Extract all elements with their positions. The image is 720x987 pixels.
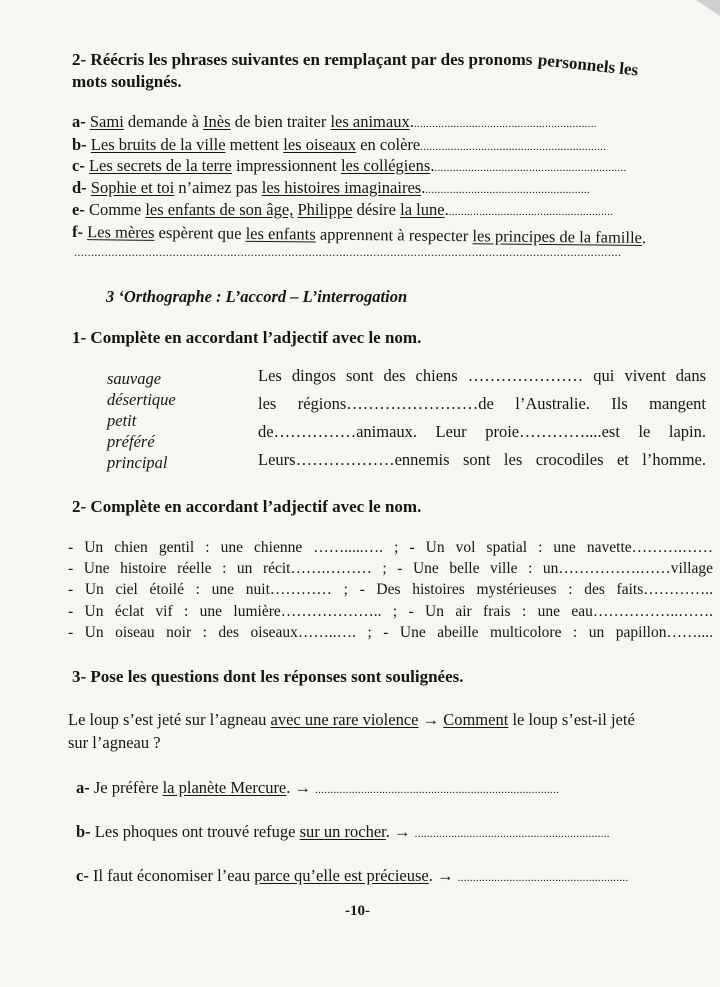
item-text: .: [421, 178, 426, 197]
ex2-item: [72, 135, 606, 155]
q1-title: 1- Complète en accordant l’adjectif avec le nom.: [72, 328, 422, 347]
ex2-item: [72, 178, 590, 198]
item-letter: b-: [76, 822, 95, 841]
q1-adjective: désertique: [107, 390, 176, 409]
q1-adjective: petit: [107, 411, 137, 430]
q3-example-answer: avec une rare violence: [270, 710, 419, 729]
underlined-phrase: les enfants: [245, 223, 316, 244]
ex2-title-line1: [72, 50, 639, 80]
item-text: Comme: [88, 200, 146, 219]
q1-paragraph: [258, 362, 706, 474]
item-text: Je préfère: [93, 778, 163, 797]
q1-adjective: sauvage: [107, 369, 162, 388]
item-text: de bien traiter: [230, 112, 331, 131]
q3-title: 3- Pose les questions dont les réponses sont soulignées.: [72, 667, 464, 686]
underlined-phrase: les enfants de son âge,: [145, 200, 294, 219]
q3-example-text: Le loup s’est jeté sur l’agneau: [68, 710, 271, 729]
underlined-phrase: Les secrets de la terre: [88, 156, 232, 175]
q3-example-line2: sur l’agneau ?: [68, 733, 161, 752]
item-letter: b-: [72, 135, 91, 154]
item-text: n’aimez pas: [174, 178, 262, 197]
q3-item: [76, 822, 610, 842]
underlined-phrase: les collégiens: [340, 156, 431, 175]
q1-adjective: principal: [107, 453, 168, 472]
item-text: .: [444, 200, 449, 219]
underlined-answer: parce qu’elle est précieuse: [254, 866, 429, 885]
item-text: .: [409, 112, 414, 131]
item-letter: c-: [76, 866, 93, 885]
underlined-phrase: les histoires imaginaires: [261, 178, 422, 197]
item-text: .: [430, 156, 435, 175]
item-text: désire: [352, 200, 401, 219]
q1-adjective-list: [107, 368, 176, 473]
q2-title: 2- Complète en accordant l’adjectif avec le nom.: [72, 497, 422, 516]
item-text: mettent: [225, 135, 284, 154]
answer-dots[interactable]: ............................................................: [413, 118, 597, 130]
arrow-icon: →: [418, 710, 444, 729]
arrow-icon: . →: [286, 778, 316, 797]
q3-example-line1: [68, 710, 635, 730]
q3-example-question-word: Comment: [443, 710, 509, 729]
q2-line: - Une histoire réelle : un récit…….……… ; - Une belle ville : un…………….……village: [68, 560, 713, 577]
item-letter: e-: [72, 200, 89, 219]
answer-dots[interactable]: ......................................................: [448, 206, 614, 218]
underlined-phrase: Sami: [89, 112, 124, 131]
item-text: .: [641, 227, 647, 248]
q1-paragraph-line: les régions……………………de l’Australie. Ils mangent: [258, 394, 706, 413]
ex2-item: [72, 112, 597, 132]
item-text: espèrent que: [154, 222, 246, 243]
arrow-icon: . →: [428, 866, 458, 885]
answer-dots[interactable]: ................................................................: [414, 828, 610, 840]
answer-dots[interactable]: .............................................................: [420, 141, 607, 153]
underlined-answer: la planète Mercure: [162, 778, 287, 797]
answer-dots[interactable]: ................................................................................: [315, 784, 560, 796]
underlined-answer: sur un rocher: [299, 822, 386, 841]
q2-line: - Un chien gentil : une chienne …….....…. ; - Un vol spatial : une navette……….……: [68, 539, 713, 556]
answer-dots[interactable]: ........................................................: [457, 872, 629, 884]
item-text: impressionnent: [231, 156, 341, 175]
underlined-phrase: Inès: [203, 112, 231, 131]
ex2-title-text: 2- Réécris les phrases suivantes en remplaçant par des pronoms: [72, 50, 533, 69]
page-number: -10-: [345, 903, 370, 919]
section-heading: 3 ‘Orthographe : L’accord – L’interrogation: [106, 287, 408, 306]
underlined-phrase: Sophie et toi: [90, 178, 175, 197]
ex2-item: [72, 200, 613, 220]
underlined-phrase: les principes de la famille: [472, 226, 643, 247]
underlined-phrase: Les mères: [87, 222, 155, 242]
ex2-title-line2: mots soulignés.: [72, 72, 182, 91]
underlined-phrase: Les bruits de la ville: [90, 135, 226, 154]
q3-item: [76, 866, 628, 886]
item-text: en colère: [356, 135, 421, 154]
ex2-item: [72, 156, 627, 176]
underlined-phrase: la lune: [400, 200, 445, 219]
q3-item: [76, 778, 559, 798]
q2-line: - Un oiseau noir : des oiseaux……..…. ; - Une abeille multicolore : un papillon……....: [68, 624, 713, 641]
q3-example-text-end: le loup s’est-il jeté: [508, 710, 635, 729]
q1-paragraph-line: Les dingos sont des chiens ………………… qui vivent dans: [258, 366, 706, 385]
answer-dots[interactable]: ...............................................................: [434, 162, 627, 174]
item-text: Il faut économiser l’eau: [92, 866, 255, 885]
item-text: Les phoques ont trouvé refuge: [94, 822, 300, 841]
item-letter: f-: [71, 222, 88, 242]
item-letter: a-: [72, 112, 90, 131]
q2-line: - Un éclat vif : une lumière……………….. ; - Un air frais : une eau……………..…….: [68, 603, 713, 620]
q2-line: - Un ciel étoilé : une nuit………… ; - Des histoires mystérieuses : des faits…………..: [68, 581, 713, 598]
ex2-title-tail: personnels les: [536, 50, 639, 80]
folded-corner: [696, 0, 720, 16]
item-text: apprennent à respecter: [315, 224, 473, 246]
underlined-phrase: Philippe: [297, 200, 353, 219]
underlined-phrase: les oiseaux: [283, 135, 357, 154]
arrow-icon: . →: [385, 822, 415, 841]
item-text: demande à: [123, 112, 204, 131]
item-letter: d-: [72, 178, 91, 197]
answer-dots[interactable]: ......................................................: [425, 184, 591, 196]
item-letter: a-: [76, 778, 94, 797]
q1-paragraph-line: de……………animaux. Leur proie…………....est le lapin.: [258, 422, 706, 441]
q1-adjective: préféré: [107, 432, 155, 451]
q1-paragraph-line: Leurs………………ennemis sont les crocodiles et l’homme.: [258, 450, 706, 469]
underlined-phrase: les animaux: [330, 112, 410, 131]
item-letter: c-: [72, 156, 89, 175]
ex2-extra-dots: .................................................................................................................................................................: [74, 245, 622, 259]
